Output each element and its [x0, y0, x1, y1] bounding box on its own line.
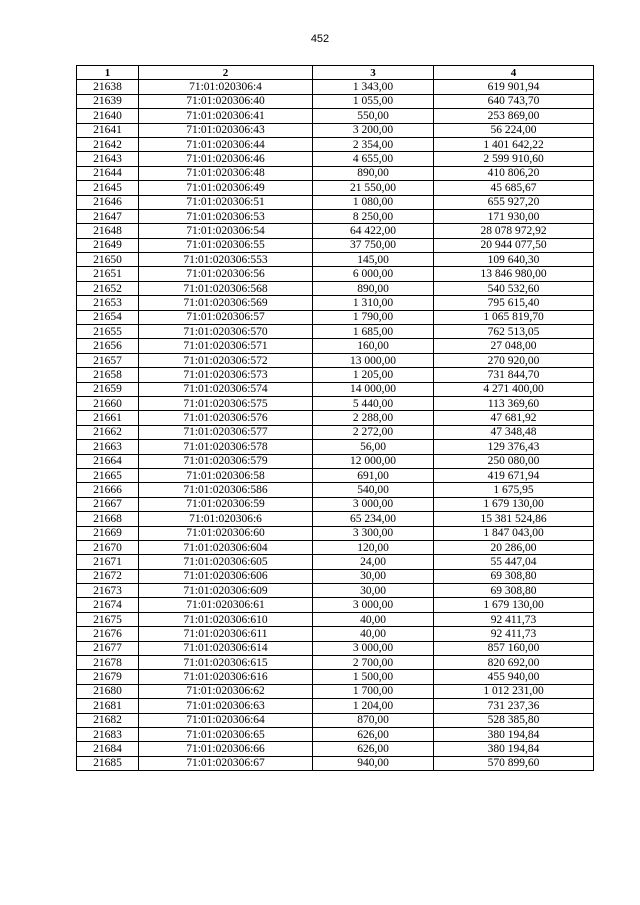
- row-number-cell: 21648: [77, 224, 139, 238]
- value-cell: 171 930,00: [434, 209, 594, 223]
- row-number-cell: 21652: [77, 281, 139, 295]
- value-cell: 640 743,70: [434, 94, 594, 108]
- column-header-4: 4: [434, 66, 594, 80]
- value-cell: 69 308,80: [434, 569, 594, 583]
- cadastral-number-cell: 71:01:020306:4: [139, 80, 313, 94]
- area-cell: 1 790,00: [313, 310, 434, 324]
- area-cell: 3 300,00: [313, 526, 434, 540]
- table-row: [77, 310, 594, 324]
- cadastral-number-cell: 71:01:020306:577: [139, 425, 313, 439]
- column-header-3: 3: [313, 66, 434, 80]
- cadastral-number-cell: 71:01:020306:65: [139, 727, 313, 741]
- area-cell: 160,00: [313, 339, 434, 353]
- area-cell: 21 550,00: [313, 181, 434, 195]
- table-row: [77, 497, 594, 511]
- row-number-cell: 21673: [77, 584, 139, 598]
- value-cell: 528 385,80: [434, 713, 594, 727]
- cadastral-number-cell: 71:01:020306:610: [139, 612, 313, 626]
- row-number-cell: 21667: [77, 497, 139, 511]
- value-cell: 380 194,84: [434, 742, 594, 756]
- cadastral-number-cell: 71:01:020306:57: [139, 310, 313, 324]
- row-number-cell: 21668: [77, 512, 139, 526]
- value-cell: 47 681,92: [434, 411, 594, 425]
- row-number-cell: 21678: [77, 656, 139, 670]
- area-cell: 3 200,00: [313, 123, 434, 137]
- row-number-cell: 21639: [77, 94, 139, 108]
- cadastral-number-cell: 71:01:020306:579: [139, 454, 313, 468]
- value-cell: 1 401 642,22: [434, 137, 594, 151]
- value-cell: 655 927,20: [434, 195, 594, 209]
- cadastral-number-cell: 71:01:020306:615: [139, 656, 313, 670]
- area-cell: 120,00: [313, 540, 434, 554]
- row-number-cell: 21670: [77, 540, 139, 554]
- table-row: [77, 440, 594, 454]
- table-row: [77, 238, 594, 252]
- row-number-cell: 21672: [77, 569, 139, 583]
- column-header-1: 1: [77, 66, 139, 80]
- table-row: [77, 137, 594, 151]
- area-cell: 940,00: [313, 756, 434, 770]
- table-header-row: [77, 66, 594, 80]
- area-cell: 56,00: [313, 440, 434, 454]
- area-cell: 626,00: [313, 727, 434, 741]
- row-number-cell: 21661: [77, 411, 139, 425]
- row-number-cell: 21675: [77, 612, 139, 626]
- area-cell: 2 700,00: [313, 656, 434, 670]
- table-row: [77, 555, 594, 569]
- row-number-cell: 21649: [77, 238, 139, 252]
- cadastral-number-cell: 71:01:020306:53: [139, 209, 313, 223]
- row-number-cell: 21644: [77, 166, 139, 180]
- value-cell: 4 271 400,00: [434, 382, 594, 396]
- table-row: [77, 670, 594, 684]
- value-cell: 45 685,67: [434, 181, 594, 195]
- table-row: [77, 569, 594, 583]
- area-cell: 626,00: [313, 742, 434, 756]
- value-cell: 419 671,94: [434, 468, 594, 482]
- table-row: [77, 181, 594, 195]
- value-cell: 55 447,04: [434, 555, 594, 569]
- value-cell: 1 065 819,70: [434, 310, 594, 324]
- table-row: [77, 209, 594, 223]
- cadastral-number-cell: 71:01:020306:62: [139, 684, 313, 698]
- value-cell: 1 675,95: [434, 483, 594, 497]
- table-row: [77, 699, 594, 713]
- area-cell: 8 250,00: [313, 209, 434, 223]
- cadastral-number-cell: 71:01:020306:41: [139, 109, 313, 123]
- value-cell: 250 080,00: [434, 454, 594, 468]
- table-row: [77, 468, 594, 482]
- table-row: [77, 368, 594, 382]
- cadastral-number-cell: 71:01:020306:569: [139, 296, 313, 310]
- row-number-cell: 21677: [77, 641, 139, 655]
- row-number-cell: 21685: [77, 756, 139, 770]
- area-cell: 890,00: [313, 166, 434, 180]
- row-number-cell: 21674: [77, 598, 139, 612]
- row-number-cell: 21664: [77, 454, 139, 468]
- table-row: [77, 296, 594, 310]
- table-row: [77, 612, 594, 626]
- cadastral-number-cell: 71:01:020306:614: [139, 641, 313, 655]
- value-cell: 2 599 910,60: [434, 152, 594, 166]
- area-cell: 30,00: [313, 584, 434, 598]
- cadastral-number-cell: 71:01:020306:606: [139, 569, 313, 583]
- row-number-cell: 21658: [77, 368, 139, 382]
- cadastral-number-cell: 71:01:020306:575: [139, 396, 313, 410]
- area-cell: 1 204,00: [313, 699, 434, 713]
- cadastral-number-cell: 71:01:020306:56: [139, 267, 313, 281]
- value-cell: 820 692,00: [434, 656, 594, 670]
- value-cell: 69 308,80: [434, 584, 594, 598]
- area-cell: 1 700,00: [313, 684, 434, 698]
- area-cell: 3 000,00: [313, 641, 434, 655]
- cadastral-number-cell: 71:01:020306:46: [139, 152, 313, 166]
- area-cell: 1 310,00: [313, 296, 434, 310]
- table-row: [77, 94, 594, 108]
- cadastral-number-cell: 71:01:020306:576: [139, 411, 313, 425]
- table-row: [77, 742, 594, 756]
- row-number-cell: 21666: [77, 483, 139, 497]
- row-number-cell: 21645: [77, 181, 139, 195]
- cadastral-number-cell: 71:01:020306:67: [139, 756, 313, 770]
- row-number-cell: 21657: [77, 353, 139, 367]
- row-number-cell: 21681: [77, 699, 139, 713]
- cadastral-number-cell: 71:01:020306:604: [139, 540, 313, 554]
- table-row: [77, 411, 594, 425]
- value-cell: 731 237,36: [434, 699, 594, 713]
- value-cell: 15 381 524,86: [434, 512, 594, 526]
- value-cell: 762 513,05: [434, 325, 594, 339]
- area-cell: 2 288,00: [313, 411, 434, 425]
- row-number-cell: 21660: [77, 396, 139, 410]
- row-number-cell: 21651: [77, 267, 139, 281]
- row-number-cell: 21643: [77, 152, 139, 166]
- row-number-cell: 21665: [77, 468, 139, 482]
- cadastral-number-cell: 71:01:020306:64: [139, 713, 313, 727]
- table-row: [77, 425, 594, 439]
- table-row: [77, 109, 594, 123]
- table-row: [77, 584, 594, 598]
- value-cell: 109 640,30: [434, 253, 594, 267]
- table-row: [77, 253, 594, 267]
- area-cell: 64 422,00: [313, 224, 434, 238]
- table-row: [77, 80, 594, 94]
- cadastral-number-cell: 71:01:020306:58: [139, 468, 313, 482]
- area-cell: 13 000,00: [313, 353, 434, 367]
- value-cell: 27 048,00: [434, 339, 594, 353]
- cadastral-number-cell: 71:01:020306:49: [139, 181, 313, 195]
- area-cell: 1 685,00: [313, 325, 434, 339]
- value-cell: 1 679 130,00: [434, 598, 594, 612]
- area-cell: 1 205,00: [313, 368, 434, 382]
- area-cell: 12 000,00: [313, 454, 434, 468]
- row-number-cell: 21671: [77, 555, 139, 569]
- area-cell: 540,00: [313, 483, 434, 497]
- value-cell: 1 679 130,00: [434, 497, 594, 511]
- cadastral-number-cell: 71:01:020306:616: [139, 670, 313, 684]
- table-row: [77, 281, 594, 295]
- area-cell: 550,00: [313, 109, 434, 123]
- area-cell: 890,00: [313, 281, 434, 295]
- table-row: [77, 325, 594, 339]
- value-cell: 20 944 077,50: [434, 238, 594, 252]
- row-number-cell: 21659: [77, 382, 139, 396]
- value-cell: 20 286,00: [434, 540, 594, 554]
- area-cell: 2 272,00: [313, 425, 434, 439]
- cadastral-number-cell: 71:01:020306:553: [139, 253, 313, 267]
- area-cell: 691,00: [313, 468, 434, 482]
- area-cell: 1 500,00: [313, 670, 434, 684]
- cadastral-number-cell: 71:01:020306:570: [139, 325, 313, 339]
- row-number-cell: 21653: [77, 296, 139, 310]
- cadastral-number-cell: 71:01:020306:586: [139, 483, 313, 497]
- value-cell: 1 847 043,00: [434, 526, 594, 540]
- table-row: [77, 756, 594, 770]
- area-cell: 14 000,00: [313, 382, 434, 396]
- table-body: [77, 80, 594, 771]
- value-cell: 795 615,40: [434, 296, 594, 310]
- cadastral-number-cell: 71:01:020306:63: [139, 699, 313, 713]
- table-row: [77, 382, 594, 396]
- cadastral-number-cell: 71:01:020306:574: [139, 382, 313, 396]
- table-row: [77, 641, 594, 655]
- cadastral-number-cell: 71:01:020306:573: [139, 368, 313, 382]
- table-row: [77, 339, 594, 353]
- row-number-cell: 21680: [77, 684, 139, 698]
- table-row: [77, 540, 594, 554]
- value-cell: 731 844,70: [434, 368, 594, 382]
- value-cell: 253 869,00: [434, 109, 594, 123]
- page-number: 452: [310, 33, 330, 45]
- area-cell: 40,00: [313, 612, 434, 626]
- value-cell: 455 940,00: [434, 670, 594, 684]
- table-row: [77, 396, 594, 410]
- table-row: [77, 512, 594, 526]
- value-cell: 56 224,00: [434, 123, 594, 137]
- area-cell: 3 000,00: [313, 598, 434, 612]
- cadastral-number-cell: 71:01:020306:61: [139, 598, 313, 612]
- table-row: [77, 267, 594, 281]
- value-cell: 28 078 972,92: [434, 224, 594, 238]
- table-row: [77, 195, 594, 209]
- row-number-cell: 21669: [77, 526, 139, 540]
- table-row: [77, 166, 594, 180]
- value-cell: 129 376,43: [434, 440, 594, 454]
- cadastral-number-cell: 71:01:020306:60: [139, 526, 313, 540]
- row-number-cell: 21654: [77, 310, 139, 324]
- area-cell: 145,00: [313, 253, 434, 267]
- area-cell: 30,00: [313, 569, 434, 583]
- cadastral-number-cell: 71:01:020306:59: [139, 497, 313, 511]
- table-row: [77, 483, 594, 497]
- cadastral-number-cell: 71:01:020306:609: [139, 584, 313, 598]
- table-row: [77, 123, 594, 137]
- table-row: [77, 627, 594, 641]
- table-row: [77, 224, 594, 238]
- value-cell: 92 411,73: [434, 627, 594, 641]
- row-number-cell: 21676: [77, 627, 139, 641]
- cadastral-number-cell: 71:01:020306:44: [139, 137, 313, 151]
- area-cell: 2 354,00: [313, 137, 434, 151]
- value-cell: 1 012 231,00: [434, 684, 594, 698]
- row-number-cell: 21662: [77, 425, 139, 439]
- row-number-cell: 21638: [77, 80, 139, 94]
- row-number-cell: 21679: [77, 670, 139, 684]
- value-cell: 570 899,60: [434, 756, 594, 770]
- table-row: [77, 713, 594, 727]
- area-cell: 1 055,00: [313, 94, 434, 108]
- cadastral-number-cell: 71:01:020306:578: [139, 440, 313, 454]
- area-cell: 37 750,00: [313, 238, 434, 252]
- row-number-cell: 21663: [77, 440, 139, 454]
- value-cell: 857 160,00: [434, 641, 594, 655]
- area-cell: 6 000,00: [313, 267, 434, 281]
- value-cell: 47 348,48: [434, 425, 594, 439]
- cadastral-number-cell: 71:01:020306:43: [139, 123, 313, 137]
- row-number-cell: 21647: [77, 209, 139, 223]
- table-row: [77, 684, 594, 698]
- area-cell: 1 343,00: [313, 80, 434, 94]
- table-row: [77, 454, 594, 468]
- area-cell: 4 655,00: [313, 152, 434, 166]
- value-cell: 380 194,84: [434, 727, 594, 741]
- registry-table: [76, 65, 594, 771]
- table-row: [77, 727, 594, 741]
- cadastral-number-cell: 71:01:020306:55: [139, 238, 313, 252]
- area-cell: 65 234,00: [313, 512, 434, 526]
- row-number-cell: 21684: [77, 742, 139, 756]
- row-number-cell: 21682: [77, 713, 139, 727]
- table-row: [77, 353, 594, 367]
- table-row: [77, 152, 594, 166]
- row-number-cell: 21656: [77, 339, 139, 353]
- cadastral-number-cell: 71:01:020306:54: [139, 224, 313, 238]
- value-cell: 92 411,73: [434, 612, 594, 626]
- row-number-cell: 21655: [77, 325, 139, 339]
- cadastral-number-cell: 71:01:020306:571: [139, 339, 313, 353]
- table-row: [77, 598, 594, 612]
- cadastral-number-cell: 71:01:020306:66: [139, 742, 313, 756]
- cadastral-number-cell: 71:01:020306:611: [139, 627, 313, 641]
- area-cell: 3 000,00: [313, 497, 434, 511]
- area-cell: 40,00: [313, 627, 434, 641]
- value-cell: 113 369,60: [434, 396, 594, 410]
- value-cell: 410 806,20: [434, 166, 594, 180]
- row-number-cell: 21641: [77, 123, 139, 137]
- area-cell: 870,00: [313, 713, 434, 727]
- table-row: [77, 526, 594, 540]
- cadastral-number-cell: 71:01:020306:572: [139, 353, 313, 367]
- row-number-cell: 21683: [77, 727, 139, 741]
- cadastral-number-cell: 71:01:020306:48: [139, 166, 313, 180]
- row-number-cell: 21650: [77, 253, 139, 267]
- value-cell: 619 901,94: [434, 80, 594, 94]
- value-cell: 540 532,60: [434, 281, 594, 295]
- value-cell: 270 920,00: [434, 353, 594, 367]
- area-cell: 24,00: [313, 555, 434, 569]
- column-header-2: 2: [139, 66, 313, 80]
- cadastral-number-cell: 71:01:020306:6: [139, 512, 313, 526]
- area-cell: 1 080,00: [313, 195, 434, 209]
- value-cell: 13 846 980,00: [434, 267, 594, 281]
- row-number-cell: 21640: [77, 109, 139, 123]
- row-number-cell: 21642: [77, 137, 139, 151]
- table-row: [77, 656, 594, 670]
- row-number-cell: 21646: [77, 195, 139, 209]
- area-cell: 5 440,00: [313, 396, 434, 410]
- cadastral-number-cell: 71:01:020306:51: [139, 195, 313, 209]
- cadastral-number-cell: 71:01:020306:605: [139, 555, 313, 569]
- cadastral-number-cell: 71:01:020306:568: [139, 281, 313, 295]
- cadastral-number-cell: 71:01:020306:40: [139, 94, 313, 108]
